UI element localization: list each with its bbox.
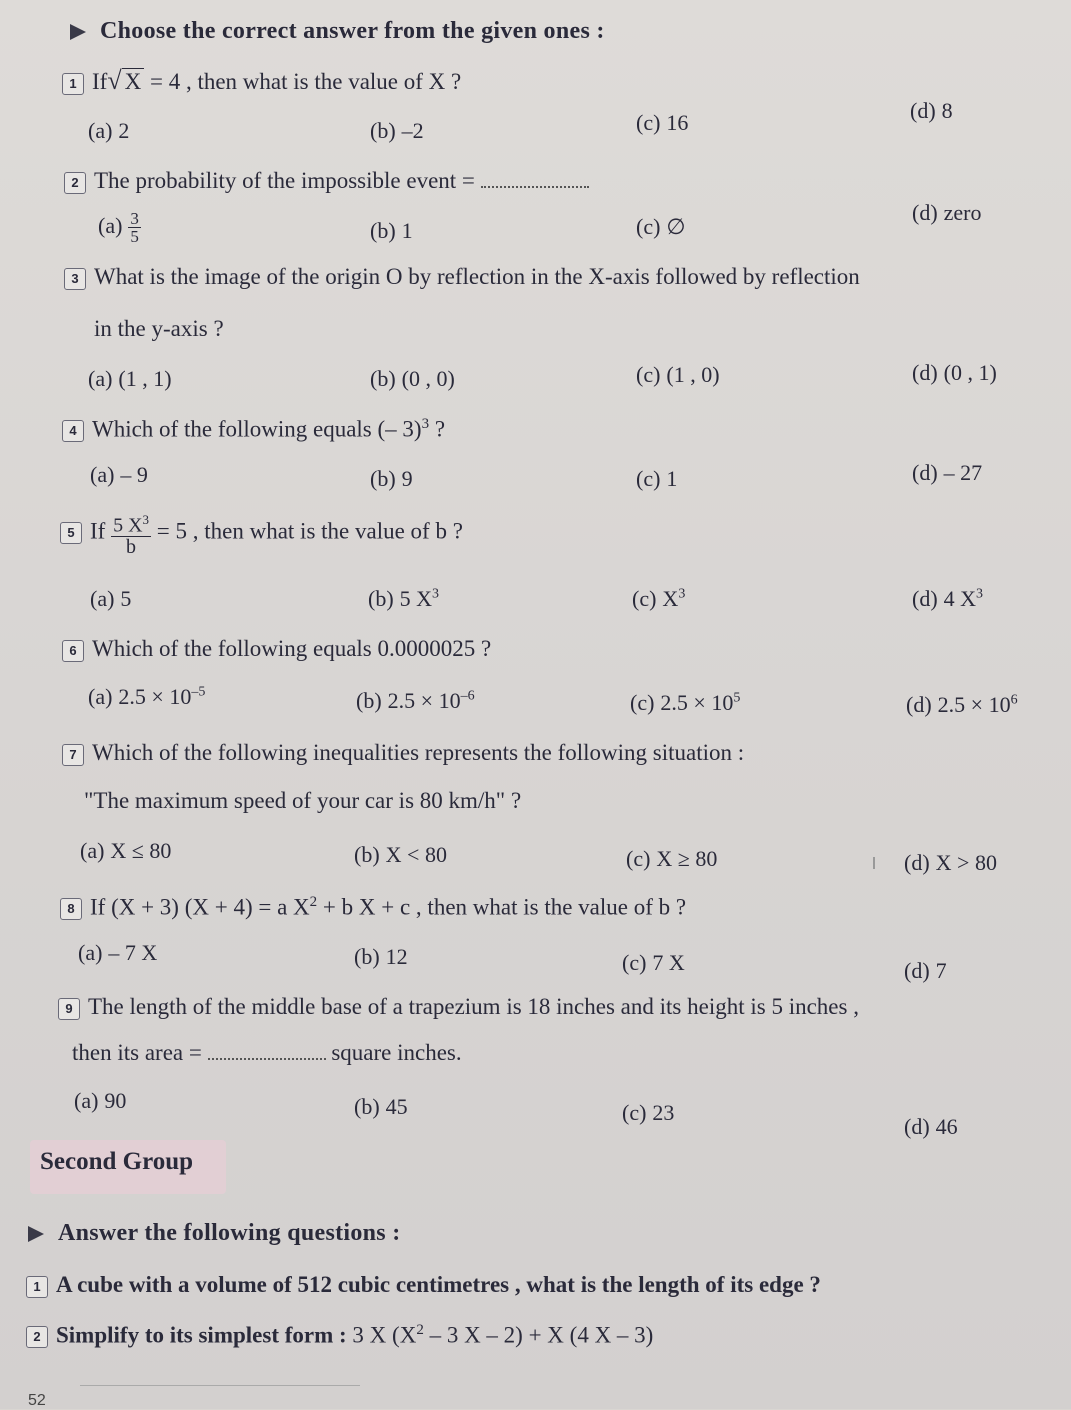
sqrt-icon: √ <box>107 66 122 95</box>
question-2: 2 The probability of the impossible event = <box>64 168 589 194</box>
q7-option-d[interactable]: (d) X > 80 <box>904 850 997 875</box>
q6-option-b[interactable]: (b) $2.5 \times 10^{-6}$ <box>356 688 475 713</box>
question-number: 4 <box>62 420 84 442</box>
q9-option-a[interactable]: (a) 90 <box>74 1088 127 1113</box>
question-number: 5 <box>60 522 82 544</box>
section1-instruction: Choose the correct answer from the given ones : <box>70 18 605 45</box>
q2-option-d[interactable]: (d) zero <box>912 200 982 225</box>
q1-option-d[interactable]: (d) 8 <box>910 98 953 123</box>
q1-option-b[interactable]: (b) –2 <box>370 118 424 143</box>
q5-option-c[interactable]: (c) $X^3$ <box>632 586 686 611</box>
page-number: 52 <box>28 1392 46 1409</box>
q5-option-a[interactable]: (a) 5 <box>90 586 132 611</box>
q5-option-d[interactable]: (d) 4 $X^3$ <box>912 586 984 611</box>
question-7: 7 Which of the following inequalities represents the following situation : <box>62 740 744 766</box>
q4-option-d[interactable]: (d) – 27 <box>912 460 983 485</box>
question-1: 1 If√ X = 4 , then what is the value of X ? <box>62 66 461 96</box>
q3-option-d[interactable]: (d) (0 , 1) <box>912 360 997 385</box>
q2-option-c[interactable]: (c) ∅ <box>636 214 686 239</box>
question-5: 5 If $\frac{5 X^3}{b}$ = 5 , then what is the value of b ? <box>60 510 463 557</box>
footer-rule <box>80 1385 360 1386</box>
q9-option-d[interactable]: (d) 46 <box>904 1114 958 1139</box>
question-3: 3 What is the image of the origin O by reflection in the X-axis followed by reflection <box>64 264 860 290</box>
q3-option-a[interactable]: (a) (1 , 1) <box>88 366 172 391</box>
q6-option-d[interactable]: (d) $2.5 \times 10^6$ <box>906 692 1018 717</box>
q2-option-a[interactable]: (a) $\frac{3}{5}$ <box>98 209 139 246</box>
question-number: 2 <box>26 1326 48 1348</box>
pen-mark <box>873 857 875 869</box>
question-8: 8 If (X + 3) (X + 4) = a $X^2 + b$ X + c , then what is the value of b ? <box>60 894 686 921</box>
q8-option-c[interactable]: (c) 7 X <box>622 950 685 975</box>
q7-option-b[interactable]: (b) X < 80 <box>354 842 447 867</box>
question-3-line2: in the y-axis ? <box>94 316 224 341</box>
q5-option-b[interactable]: (b) 5 $X^3$ <box>368 586 440 611</box>
answer-blank <box>208 1044 326 1060</box>
q4-option-b[interactable]: (b) 9 <box>370 466 413 491</box>
q8-option-a[interactable]: (a) – 7 X <box>78 940 158 965</box>
question-7-line2: "The maximum speed of your car is 80 km/h" ? <box>84 788 522 813</box>
q3-option-c[interactable]: (c) (1 , 0) <box>636 362 720 387</box>
answer-blank <box>481 172 589 188</box>
q6-option-c[interactable]: (c) $2.5 \times 10^5$ <box>630 690 741 715</box>
second-question-2: 2 Simplify to its simplest form : 3 X ($X^2 - 3$ X – 2) + X (4 X – 3) <box>26 1322 653 1349</box>
question-number: 7 <box>62 744 84 766</box>
question-6: 6 Which of the following equals 0.0000025 ? <box>62 636 491 662</box>
second-group-header: Second Group <box>30 1140 226 1194</box>
section2-instruction: Answer the following questions : <box>28 1220 401 1247</box>
q8-option-b[interactable]: (b) 12 <box>354 944 408 969</box>
question-number: 1 <box>26 1276 48 1298</box>
question-9: 9 The length of the middle base of a trapezium is 18 inches and its height is 5 inches , <box>58 994 859 1020</box>
question-4: 4 Which of the following equals (– 3)$^3$ ? <box>62 416 445 443</box>
second-question-1: 1 A cube with a volume of 512 cubic centimetres , what is the length of its edge ? <box>26 1272 821 1298</box>
question-number: 3 <box>64 268 86 290</box>
q9-option-b[interactable]: (b) 45 <box>354 1094 408 1119</box>
q2-option-b[interactable]: (b) 1 <box>370 218 413 243</box>
question-number: 8 <box>60 898 82 920</box>
q4-option-a[interactable]: (a) – 9 <box>90 462 148 487</box>
q3-option-b[interactable]: (b) (0 , 0) <box>370 366 455 391</box>
q8-option-d[interactable]: (d) 7 <box>904 958 947 983</box>
q7-option-c[interactable]: (c) X ≥ 80 <box>626 846 718 871</box>
bullet-triangle-icon <box>70 24 86 40</box>
q6-option-a[interactable]: (a) $2.5 \times 10^{-5}$ <box>88 684 206 709</box>
bullet-triangle-icon <box>28 1226 44 1242</box>
q1-option-a[interactable]: (a) 2 <box>88 118 130 143</box>
question-9-line2: then its area = square inches. <box>72 1040 462 1065</box>
q4-option-c[interactable]: (c) 1 <box>636 466 678 491</box>
question-number: 1 <box>62 73 84 95</box>
q7-option-a[interactable]: (a) X ≤ 80 <box>80 838 172 863</box>
question-number: 2 <box>64 172 86 194</box>
q9-option-c[interactable]: (c) 23 <box>622 1100 675 1125</box>
question-number: 9 <box>58 998 80 1020</box>
question-number: 6 <box>62 640 84 662</box>
q1-option-c[interactable]: (c) 16 <box>636 110 689 135</box>
